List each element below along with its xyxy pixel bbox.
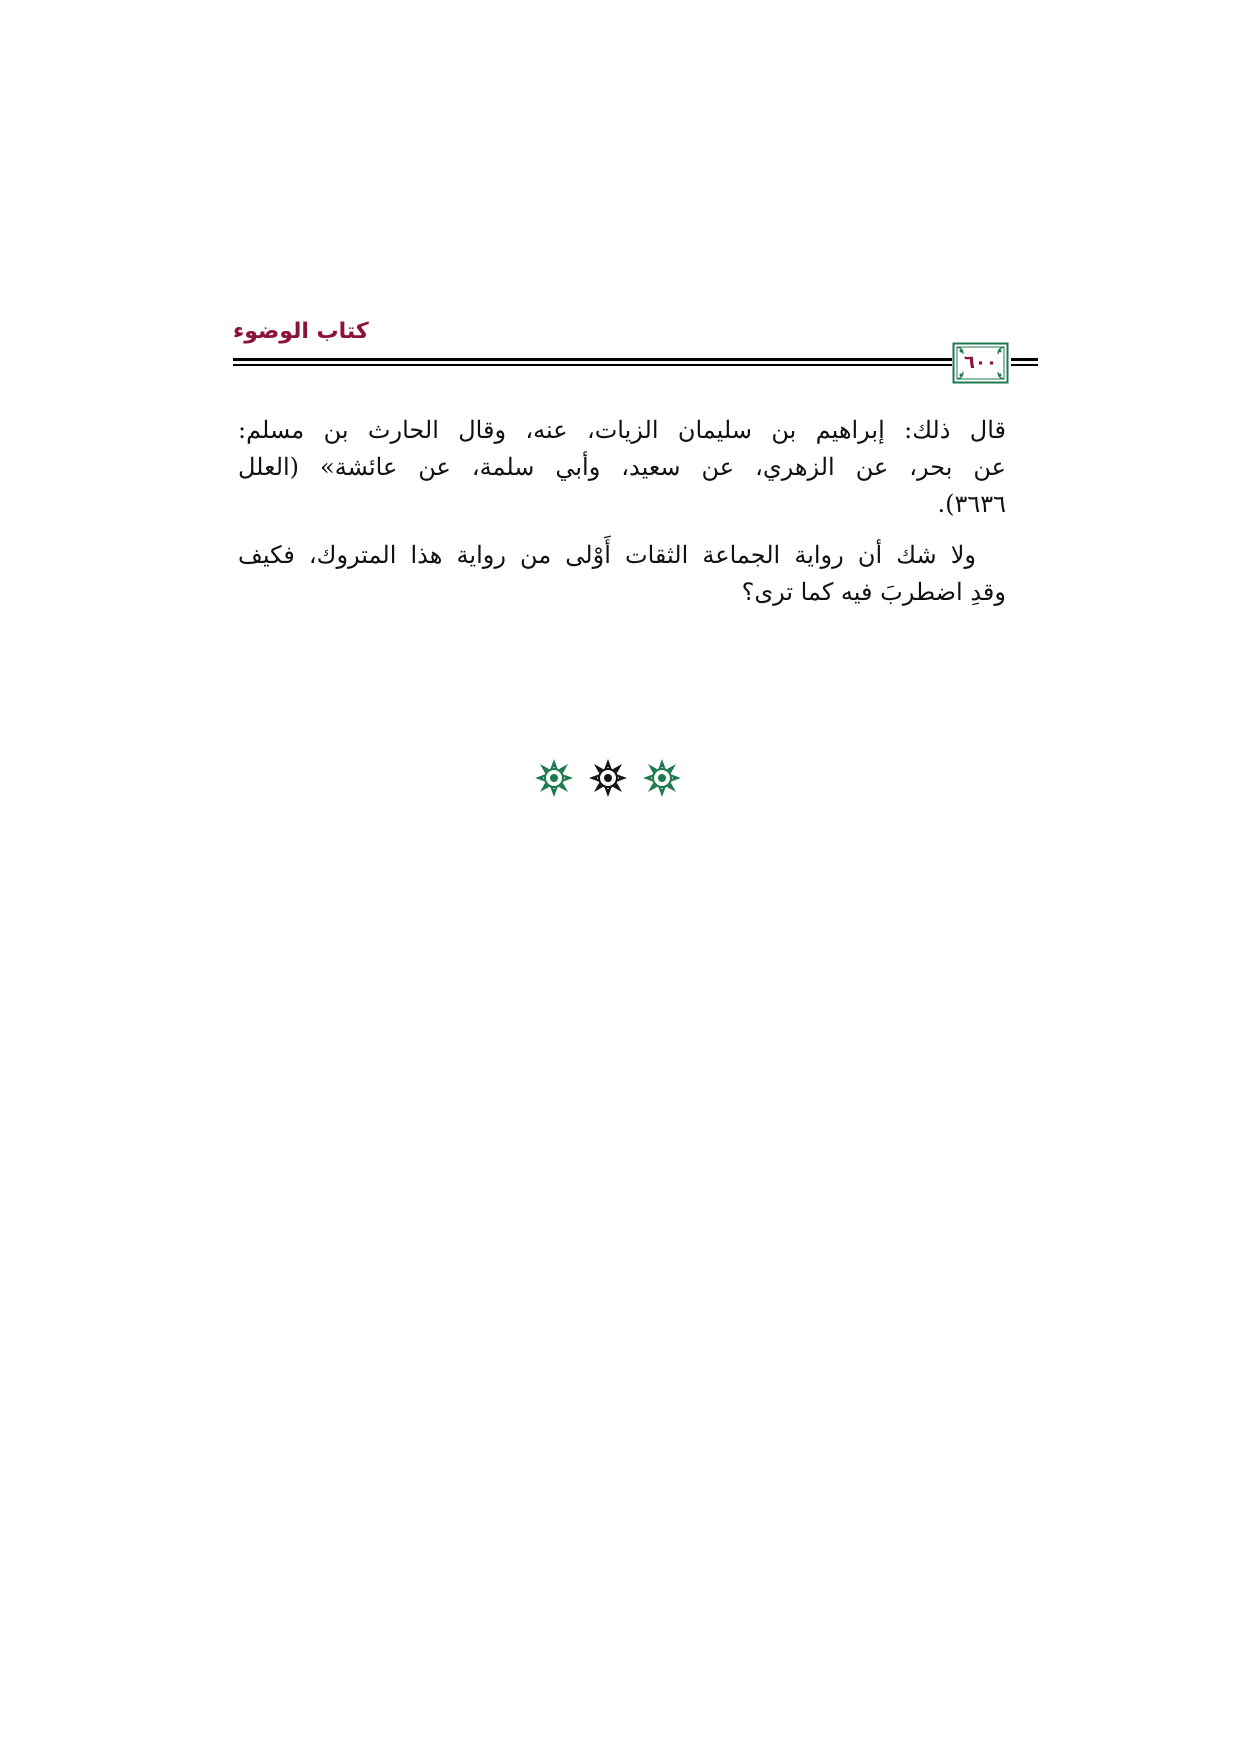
main-text — [238, 412, 1006, 625]
paragraph — [238, 412, 1006, 523]
header-rule-thick — [233, 358, 952, 361]
text-line: ولا شك أن رواية الجماعة الثقات أَوْلى من رواية هذا المتروك، فكيف — [238, 541, 976, 569]
page-header — [233, 318, 1006, 390]
header-rule-thin — [233, 364, 952, 366]
paragraph — [238, 537, 1006, 611]
rosette-ornament-icon — [588, 758, 628, 798]
page-number: ٦٠٠ — [964, 352, 997, 373]
text-line: ٣٦٣٦). — [937, 490, 1006, 518]
section-separator — [518, 758, 698, 806]
rosette-ornament-icon — [534, 758, 574, 798]
header-rule-right-thick — [1011, 358, 1038, 361]
text-line: عن بحر، عن الزهري، عن سعيد، وأبي سلمة، عن عائشة» (العلل — [238, 453, 1006, 481]
rosette-ornament-icon — [642, 758, 682, 798]
header-rule-right-thin — [1011, 364, 1038, 366]
text-line: قال ذلك: إبراهيم بن سليمان الزيات، عنه، وقال الحارث بن مسلم: — [238, 416, 1006, 444]
chapter-title: كتاب الوضوء — [233, 319, 369, 344]
text-line: وقدِ اضطربَ فيه كما ترى؟ — [741, 578, 1006, 606]
page-number-frame — [952, 342, 1009, 384]
